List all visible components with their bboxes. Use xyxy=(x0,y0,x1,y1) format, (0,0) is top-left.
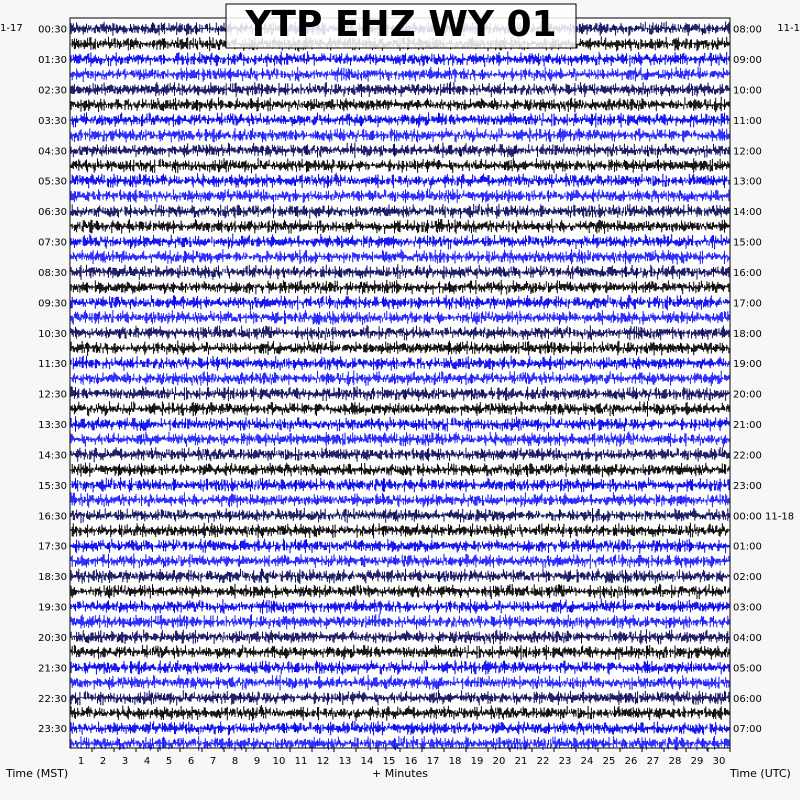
x-tick-label: 15 xyxy=(382,756,396,767)
right-time-label: 03:00 xyxy=(733,602,762,614)
x-tick-label: 22 xyxy=(536,756,550,767)
right-time-label: 23:00 xyxy=(733,480,762,492)
left-time-label: 12:30 xyxy=(38,389,67,401)
left-time-label: 13:30 xyxy=(38,420,67,432)
bottom-axis-title: + Minutes xyxy=(371,767,429,780)
chart-title: YTP EHZ WY 01 xyxy=(245,4,557,45)
left-axis-title: Time (MST) xyxy=(6,767,69,780)
right-time-label: 19:00 xyxy=(733,359,762,371)
x-tick-label: 4 xyxy=(143,756,151,767)
right-time-label: 22:00 xyxy=(733,450,762,462)
right-time-label: 09:00 xyxy=(733,55,762,67)
right-time-label: 06:00 xyxy=(733,693,762,705)
x-tick-label: 13 xyxy=(338,756,352,767)
right-time-label: 13:00 xyxy=(733,176,762,188)
x-tick-label: 25 xyxy=(602,756,616,767)
x-tick-label: 6 xyxy=(187,756,195,767)
right-time-label: 02:00 xyxy=(733,572,762,584)
x-tick-label: 5 xyxy=(165,756,173,767)
x-tick-label: 12 xyxy=(316,756,330,767)
x-tick-label: 3 xyxy=(121,756,129,767)
x-tick-label: 27 xyxy=(646,756,660,767)
left-time-label: 22:30 xyxy=(38,693,67,705)
right-time-label: 07:00 xyxy=(733,724,762,736)
x-tick-label: 26 xyxy=(624,756,638,767)
right-time-label: 05:00 xyxy=(733,663,762,675)
left-time-label: 07:30 xyxy=(38,237,67,249)
x-tick-label: 1 xyxy=(77,756,85,767)
date-right-label: 11-1 xyxy=(777,23,800,34)
x-tick-label: 11 xyxy=(294,756,308,767)
left-time-label: 23:30 xyxy=(38,724,67,736)
x-tick-label: 19 xyxy=(470,756,484,767)
x-tick-label: 8 xyxy=(231,756,239,767)
left-time-label: 14:30 xyxy=(38,450,67,462)
left-time-label: 03:30 xyxy=(38,115,67,127)
x-tick-label: 16 xyxy=(404,756,418,767)
right-time-label: 16:00 xyxy=(733,268,762,279)
x-tick-label: 18 xyxy=(448,756,462,767)
right-axis-title: Time (UTC) xyxy=(730,767,791,780)
x-tick-label: 2 xyxy=(99,756,107,767)
x-tick-label: 29 xyxy=(690,756,704,767)
left-time-label: 04:30 xyxy=(38,146,67,158)
left-time-label: 09:30 xyxy=(38,298,67,310)
right-time-label: 00:00 11-18 xyxy=(733,511,795,523)
left-time-label: 00:30 xyxy=(38,24,67,36)
right-time-label: 01:00 xyxy=(733,541,762,553)
x-tick-label: 28 xyxy=(668,756,682,767)
left-time-label: 21:30 xyxy=(38,663,67,675)
left-time-label: 16:30 xyxy=(38,511,67,523)
right-time-label: 11:00 xyxy=(733,115,762,127)
left-time-label: 06:30 xyxy=(38,207,67,219)
x-tick-label: 21 xyxy=(514,756,528,767)
x-tick-label: 10 xyxy=(272,756,286,767)
left-time-label: 11:30 xyxy=(38,359,67,371)
right-time-label: 15:00 xyxy=(733,237,762,249)
right-time-label: 12:00 xyxy=(733,146,762,158)
left-time-label: 20:30 xyxy=(38,633,67,644)
left-time-label: 02:30 xyxy=(38,85,67,97)
left-time-label: 19:30 xyxy=(38,602,67,614)
left-time-label: 08:30 xyxy=(38,268,67,279)
left-time-label: 05:30 xyxy=(38,176,67,188)
left-time-labels xyxy=(38,25,67,736)
left-time-label: 15:30 xyxy=(38,480,67,492)
right-time-labels xyxy=(733,25,794,736)
left-time-label: 18:30 xyxy=(38,572,67,584)
right-time-label: 04:00 xyxy=(733,633,762,644)
right-time-label: 21:00 xyxy=(733,420,762,432)
right-time-label: 20:00 xyxy=(733,389,762,401)
left-time-label: 17:30 xyxy=(38,541,67,553)
left-time-label: 01:30 xyxy=(38,55,67,67)
x-tick-label: 17 xyxy=(426,756,440,767)
right-time-label: 14:00 xyxy=(733,207,762,219)
x-tick-label: 23 xyxy=(558,756,572,767)
x-tick-label: 9 xyxy=(253,756,261,767)
x-tick-label: 30 xyxy=(712,756,726,767)
right-time-label: 10:00 xyxy=(733,85,762,97)
x-tick-group xyxy=(78,748,730,767)
x-tick-label: 14 xyxy=(360,756,374,767)
x-tick-label: 7 xyxy=(209,756,217,767)
right-time-label: 08:00 xyxy=(733,24,762,36)
x-tick-label: 20 xyxy=(492,756,506,767)
right-time-label: 17:00 xyxy=(733,298,762,310)
right-time-label: 18:00 xyxy=(733,328,762,340)
date-left-label: 1-17 xyxy=(0,23,23,34)
left-time-label: 10:30 xyxy=(38,328,67,340)
x-tick-label: 24 xyxy=(580,756,594,767)
